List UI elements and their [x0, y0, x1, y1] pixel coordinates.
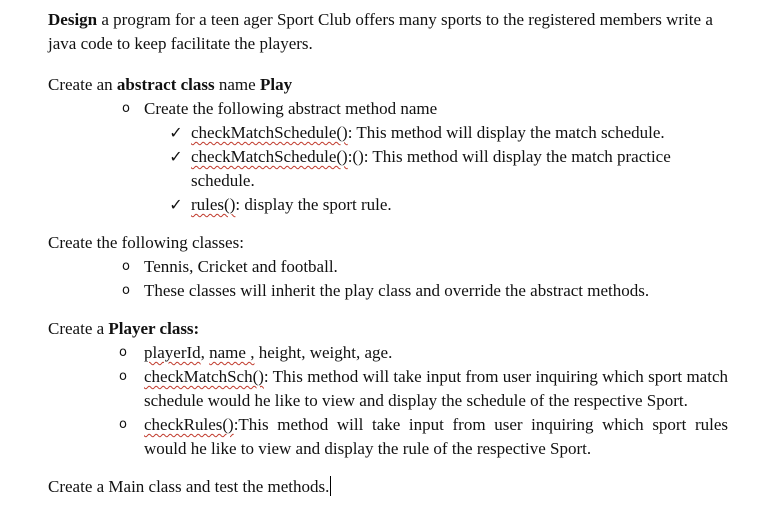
play-heading-bold-play: Play	[259, 75, 293, 94]
hollow-bullet-icon: o	[119, 345, 127, 360]
intro-bold: Design	[48, 10, 98, 29]
list-item	[48, 341, 728, 365]
hollow-bullet-icon: o	[122, 283, 130, 298]
play-heading-bold-abstract: abstract class	[116, 75, 215, 94]
player-attr-text: height, weight, age.	[254, 343, 393, 362]
player-attr-text: playerId	[144, 343, 201, 362]
list-item	[48, 365, 728, 413]
player-method-name: checkMatchSch()	[144, 367, 264, 386]
class-item-text: These classes will inherit the play class and override the abstract methods.	[144, 281, 650, 300]
hollow-bullet-icon: o	[119, 417, 127, 432]
method-name: checkMatchSchedule()	[191, 147, 348, 166]
player-method-desc: : This method will take input from user inquiring which sport match schedule would he like to view and display the schedule of the respective Sport.	[144, 367, 728, 410]
method-item	[48, 193, 728, 217]
player-method-desc: :This method will take input from user inquiring which sport rules would he like to view and display the rule of the respective Sport.	[144, 415, 728, 458]
method-desc: : This method will display the match schedule.	[347, 123, 665, 142]
main-text: Create a Main class and test the methods.	[48, 477, 330, 496]
play-heading	[48, 73, 728, 97]
hollow-bullet-icon: o	[119, 369, 127, 384]
check-bullet-icon: ✓	[169, 147, 183, 166]
play-bullet-text: Create the following abstract method name	[144, 99, 438, 118]
list-item	[48, 413, 728, 461]
method-item	[48, 121, 728, 145]
main-line	[48, 475, 728, 499]
class-item-text: Tennis, Cricket and football.	[144, 257, 338, 276]
classes-heading: Create the following classes:	[48, 233, 244, 252]
list-item	[48, 255, 728, 279]
player-heading-prefix: Create a	[48, 319, 109, 338]
method-item	[48, 145, 728, 193]
player-heading	[48, 317, 728, 341]
list-item	[48, 97, 728, 121]
hollow-bullet-icon: o	[122, 259, 130, 274]
check-bullet-icon: ✓	[169, 195, 183, 214]
list-item	[48, 279, 728, 303]
intro-paragraph	[48, 8, 728, 56]
method-desc: : display the sport rule.	[235, 195, 392, 214]
method-name: checkMatchSchedule()	[191, 123, 348, 142]
player-method-name: checkRules()	[144, 415, 234, 434]
text-cursor	[330, 476, 331, 496]
method-desc: :(): This method will display the match practice schedule.	[191, 147, 671, 190]
play-heading-prefix: Create an	[48, 75, 117, 94]
check-bullet-icon: ✓	[169, 123, 183, 142]
player-attr-text: name ,	[209, 343, 255, 362]
play-heading-mid: name	[214, 75, 260, 94]
player-heading-bold: Player class:	[108, 319, 200, 338]
intro-text: a program for a teen ager Sport Club offers many sports to the registered members write a java code to keep facilitate the players.	[48, 10, 713, 53]
document-body[interactable]	[48, 8, 728, 499]
player-attr-text: ,	[200, 343, 210, 362]
method-name: rules()	[191, 195, 236, 214]
hollow-bullet-icon: o	[122, 101, 130, 116]
